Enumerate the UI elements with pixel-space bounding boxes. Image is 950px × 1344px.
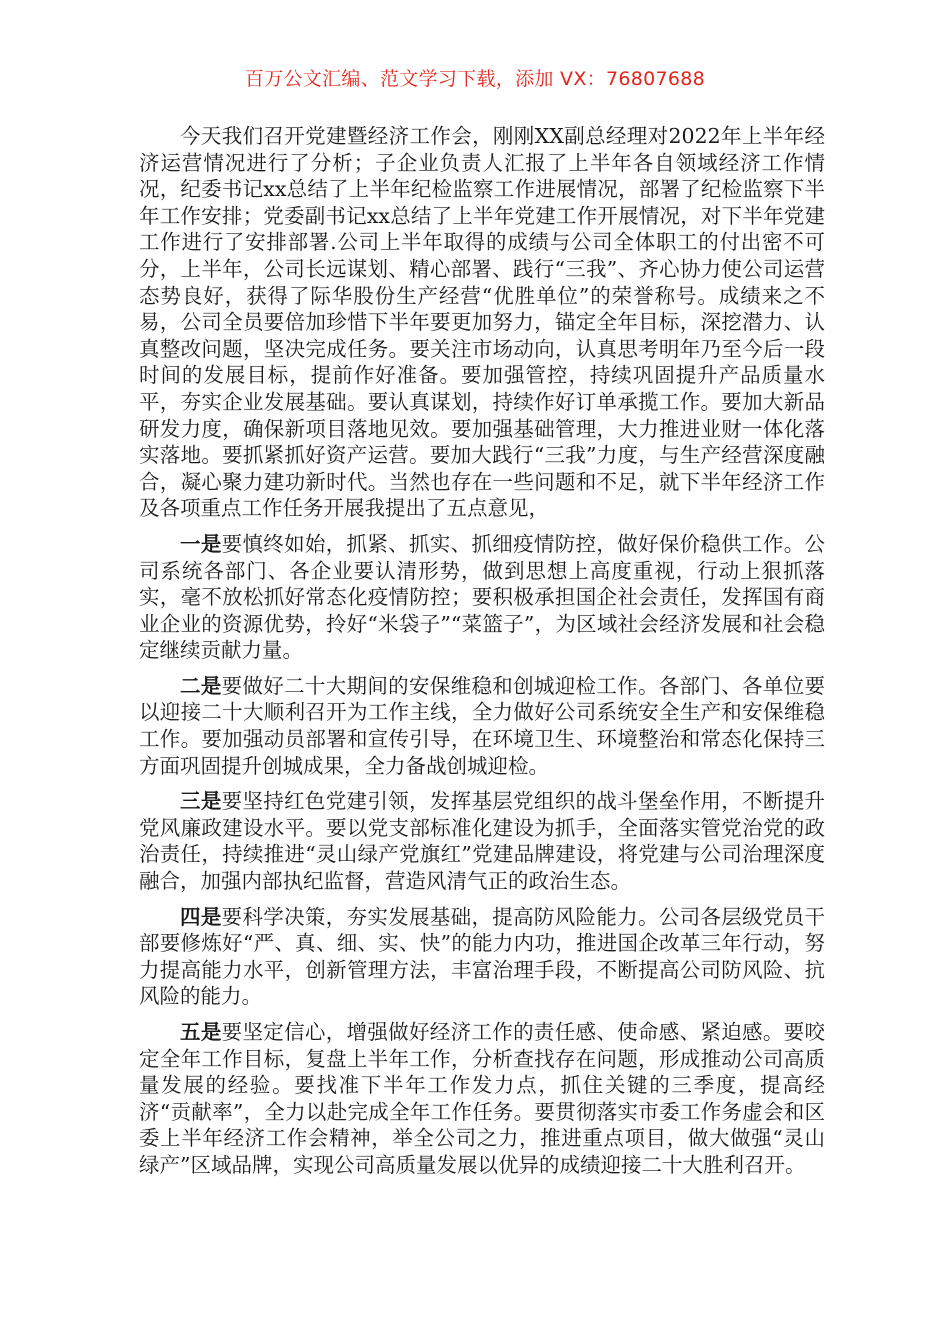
paragraph-text: 要坚持红色党建引领，发挥基层党组织的战斗堡垒作用，不断提升党风廉政建设水平。要以党支部标准化建设为抓手，全面落实管党治党的政治责任，持续推进“灵山绿产党旗红”党建品牌建设，将党建与公司治理深度融合，加强内部执纪监督，营造风清气正的政治生态。 bbox=[139, 789, 826, 894]
paragraph-lead: 三是 bbox=[180, 789, 222, 814]
paragraph-text: 要慎终如始，抓紧、抓实、抓细疫情防控，做好保价稳供工作。公司系统各部门、各企业要认清形势，做到思想上高度重视，行动上狠抓落实，毫不放松抓好常态化疫情防控；要积极承担国企社会责任，发挥国有商业企业的资源优势，拎好“米袋子”“菜篮子”，为区域社会经济发展和社会稳定继续贡献力量。 bbox=[139, 531, 826, 663]
document-body bbox=[139, 123, 825, 1179]
paragraph-text: 要坚定信心，增强做好经济工作的责任感、使命感、紧迫感。要咬定全年工作目标，复盘上半年工作，分析查找存在问题，形成推动公司高质量发展的经验。要找准下半年工作发力点，抓住关键的三季度，提高经济“贡献率”，全力以赴完成全年工作任务。要贯彻落实市委工作务虚会和区委上半年经济工作会精神，举全公司之力，推进重点项目，做大做强“灵山绿产”区域品牌，实现公司高质量发展以优异的成绩迎接二十大胜利召开。 bbox=[139, 1020, 826, 1177]
paragraph-point-2 bbox=[139, 673, 825, 779]
paragraph-point-1 bbox=[139, 531, 825, 664]
paragraph-text: 要做好二十大期间的安保维稳和创城迎检工作。各部门、各单位要以迎接二十大顺利召开为工作主线，全力做好公司系统安全生产和安保维稳工作。要加强动员部署和宣传引导，在环境卫生、环境整治和常态化保持三方面巩固提升创城成果，全力备战创城迎检。 bbox=[139, 673, 826, 778]
paragraph-lead: 五是 bbox=[180, 1020, 222, 1044]
paragraph-lead: 二是 bbox=[180, 673, 222, 698]
paragraph-text: 要科学决策，夯实发展基础，提高防风险能力。公司各层级党员干部要修炼好“严、真、细、实、快”的能力内功，推进国企改革三年行动，努力提高能力水平，创新管理方法，丰富治理手段，不断提高公司防风险、抗风险的能力。 bbox=[139, 904, 826, 1009]
paragraph-lead: 四是 bbox=[180, 904, 222, 929]
header-banner: 百万公文汇编、范文学习下载，添加 VX：76807688 bbox=[244, 68, 706, 90]
paragraph-intro bbox=[139, 123, 825, 522]
paragraph-text: 今天我们召开党建暨经济工作会，刚刚XX副总经理对2022年上半年经济运营情况进行了分析；子企业负责人汇报了上半年各自领域经济工作情况，纪委书记xx总结了上半年纪检监察工作进展情况，部署了纪检监察下半年工作安排；党委副书记xx总结了上半年党建工作开展情况，对下半年党建工作进行了安排部署.公司上半年取得的成绩与公司全体职工的付出密不可分，上半年，公司长远谋划、精心部署、践行“三我”、齐心协力使公司运营态势良好，获得了际华股份生产经营“优胜单位”的荣誉称号。成绩来之不易，公司全员要倍加珍惜下半年要更加努力，锚定全年目标，深挖潜力、认真整改问题，坚决完成任务。要关注市场动向，认真思考明年乃至今后一段时间的发展目标，提前作好准备。要加强管控，持续巩固提升产品质量水平，夯实企业发展基础。要认真谋划，持续作好订单承揽工作。要加大新品研发力度，确保新项目落地见效。要加强基础管理，大力推进业财一体化落实落地。要抓紧抓好资产运营。要加大践行“三我”力度，与生产经营深度融合，凝心聚力建功新时代。当然也存在一些问题和不足，就下半年经济工作及各项重点工作任务开展我提出了五点意见， bbox=[139, 124, 825, 521]
paragraph-point-5 bbox=[139, 1019, 825, 1179]
paragraph-point-4 bbox=[139, 904, 825, 1010]
paragraph-lead: 一是 bbox=[180, 531, 222, 556]
paragraph-point-3 bbox=[139, 788, 825, 894]
